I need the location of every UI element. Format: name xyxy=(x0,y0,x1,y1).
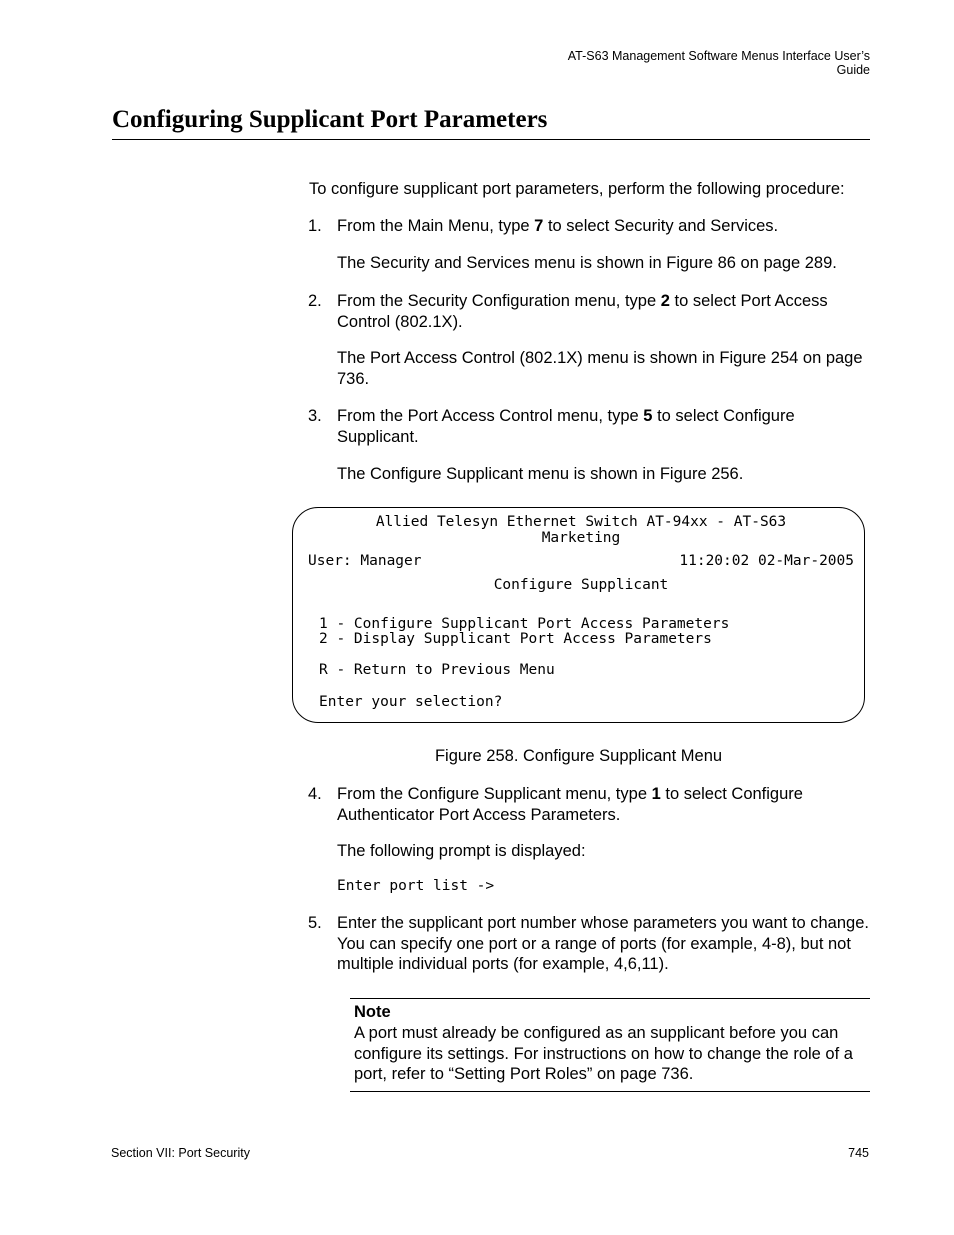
step-text-pre: From the Configure Supplicant menu, type xyxy=(337,785,652,803)
step-number: 5. xyxy=(308,914,322,932)
step-text-pre: From the Security Configuration menu, type xyxy=(337,292,661,310)
step-text xyxy=(337,216,869,237)
step-number: 3. xyxy=(308,407,322,425)
screen-user: User: Manager xyxy=(308,553,422,569)
step-followup: The Security and Services menu is shown in Figure 86 on page 289. xyxy=(337,254,837,272)
step-key: 5 xyxy=(643,407,653,425)
screen-banner: Allied Telesyn Ethernet Switch AT-94xx - AT-S63 xyxy=(375,514,787,530)
note-top-rule xyxy=(350,998,870,999)
page-number: 745 xyxy=(848,1146,869,1160)
step-key: 7 xyxy=(534,217,544,235)
step-key: 2 xyxy=(660,292,670,310)
port-list-prompt: Enter port list -> xyxy=(337,878,495,894)
screen-option-1: 1 - Configure Supplicant Port Access Parameters xyxy=(319,616,730,632)
step-number: 1. xyxy=(308,217,322,235)
step-text xyxy=(337,784,869,825)
step-text: Enter the supplicant port number whose parameters you want to change. You can specify one port or a range of ports (for example, 4-8), but not multiple individual ports (for example, 4,6,11). xyxy=(337,914,869,973)
screen-location: Marketing xyxy=(541,530,621,546)
step-text xyxy=(337,406,869,447)
step-text-post: to select Configure Authenticator Port Access Parameters. xyxy=(337,785,803,824)
step-number: 4. xyxy=(308,785,322,803)
step-followup: The Port Access Control (802.1X) menu is shown in Figure 254 on page 736. xyxy=(337,349,863,388)
screen-option-return: R - Return to Previous Menu xyxy=(319,662,555,678)
step-text xyxy=(337,291,869,332)
step-followup: The following prompt is displayed: xyxy=(337,842,586,860)
step-followup: The Configure Supplicant menu is shown in Figure 256. xyxy=(337,465,744,483)
step-text-post: to select Security and Services. xyxy=(543,217,779,235)
step-text-pre: From the Port Access Control menu, type xyxy=(337,407,644,425)
note-title: Note xyxy=(354,1003,391,1021)
note-text: A port must already be configured as an supplicant before you can configure its settings. For instructions on how to change the role of a port, refer to “Setting Port Roles” on page 736. xyxy=(354,1024,853,1083)
step-key: 1 xyxy=(651,785,661,803)
screen-menu-title: Configure Supplicant xyxy=(493,577,669,593)
section-title: Configuring Supplicant Port Parameters xyxy=(112,106,548,133)
step-text-pre: From the Main Menu, type xyxy=(337,217,535,235)
step-text-post: to select Configure Supplicant. xyxy=(337,407,795,446)
footer-section: Section VII: Port Security xyxy=(111,1146,250,1160)
intro-paragraph: To configure supplicant port parameters, perform the following procedure: xyxy=(309,180,845,198)
screen-user-row xyxy=(308,553,854,569)
figure-caption: Figure 258. Configure Supplicant Menu xyxy=(434,747,723,765)
step-text-post: to select Port Access Control (802.1X). xyxy=(337,292,828,331)
screen-selection-prompt: Enter your selection? xyxy=(319,694,503,710)
step-number: 2. xyxy=(308,292,322,310)
running-header: AT-S63 Management Software Menus Interface User’s Guide xyxy=(567,49,870,77)
screen-datetime: 11:20:02 02-Mar-2005 xyxy=(679,553,854,569)
screen-option-2: 2 - Display Supplicant Port Access Parameters xyxy=(319,631,712,647)
title-rule xyxy=(112,139,870,140)
note-bottom-rule xyxy=(350,1091,870,1092)
